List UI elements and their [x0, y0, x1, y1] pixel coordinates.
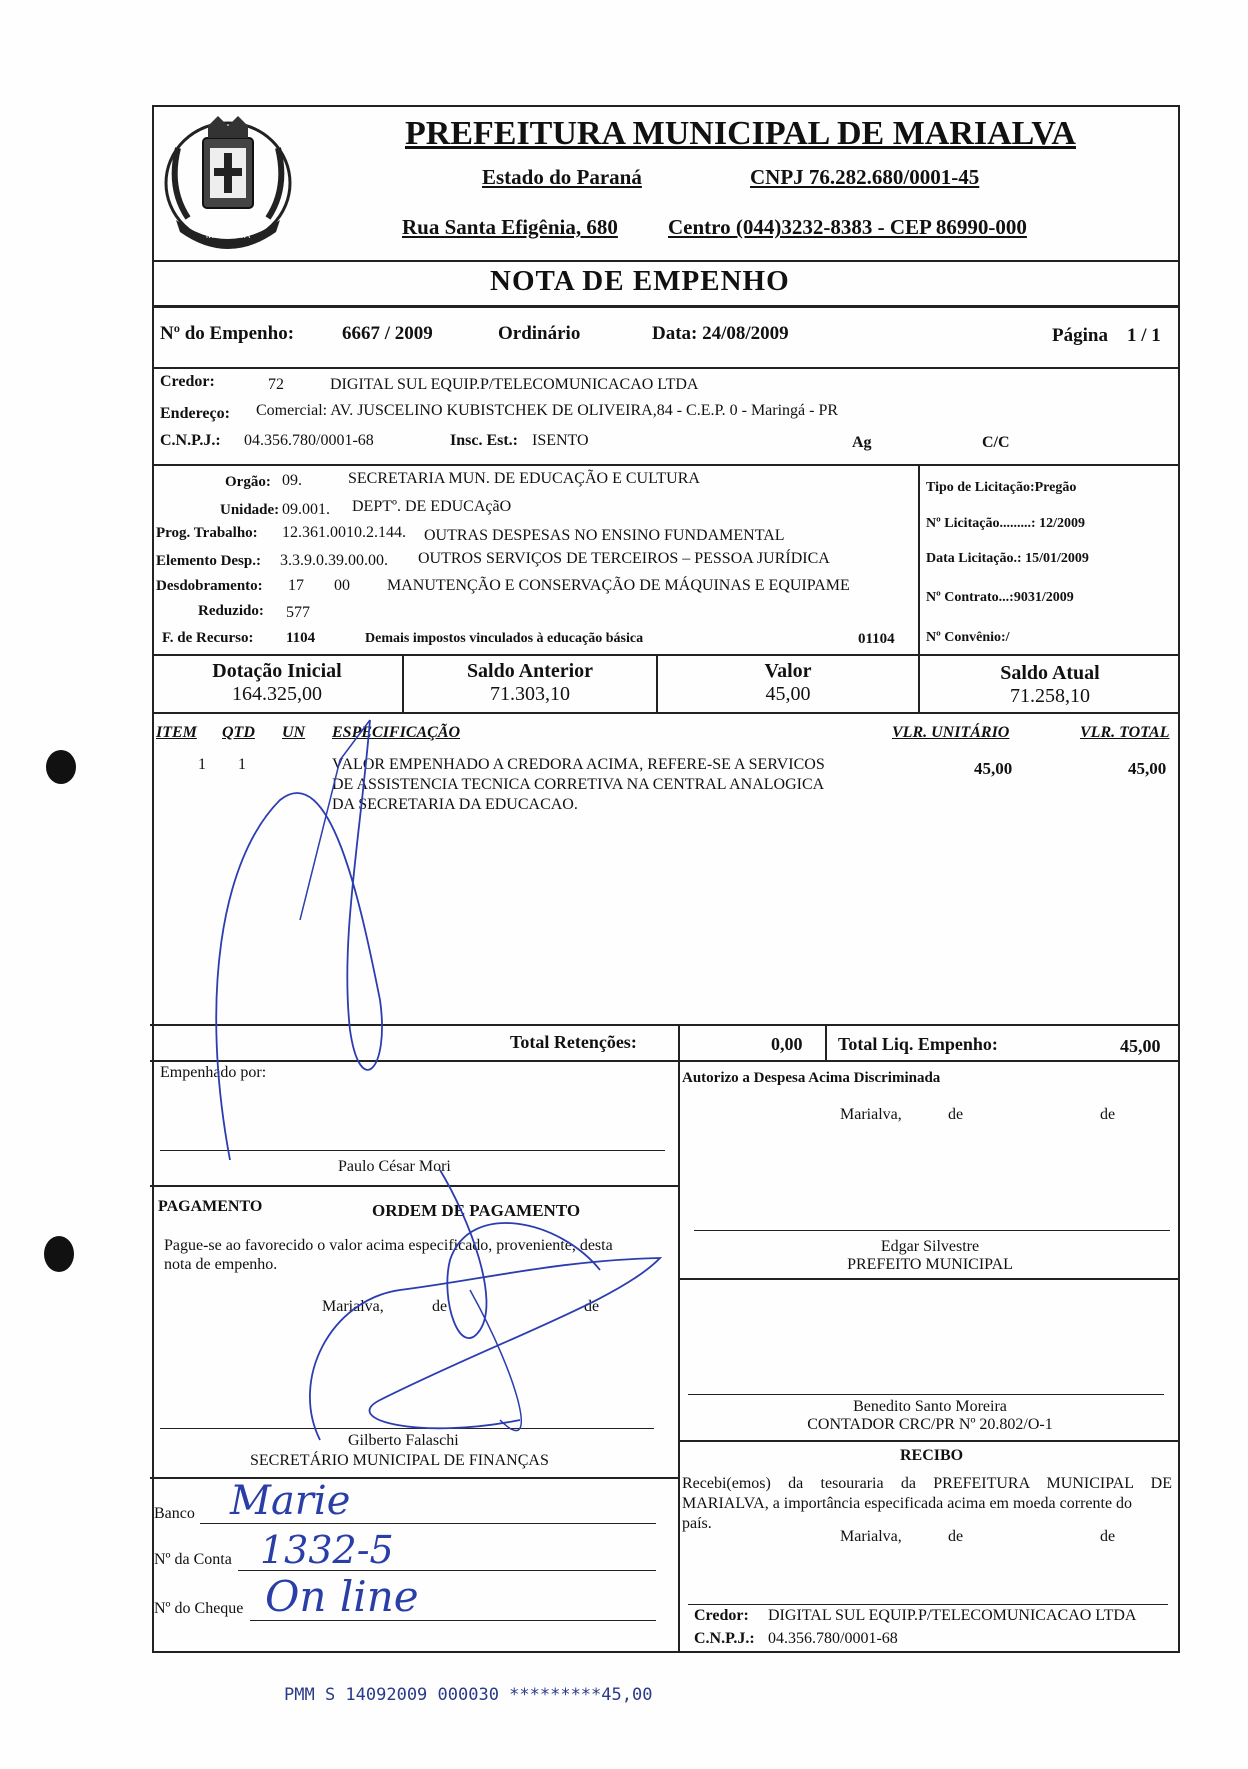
col-spec: ESPECIFICAÇÃO	[332, 724, 461, 741]
balance-dotacao-value: 164.325,00	[232, 683, 322, 705]
balance-anterior-value: 71.303,10	[490, 683, 570, 705]
desdob-name: MANUTENÇÃO E CONSERVAÇÃO DE MÁQUINAS E EQUIPAME	[387, 577, 850, 594]
row-total-value: 45,00	[1128, 759, 1167, 778]
recibo-label: RECIBO	[900, 1447, 964, 1464]
header-address: Rua Santa Efigênia, 680	[402, 215, 618, 239]
pagamento-de1: de	[432, 1298, 448, 1315]
orgao-label: Orgão:	[225, 474, 271, 490]
insc-label: Insc. Est.:	[450, 432, 519, 449]
balance-atual-value: 71.258,10	[1010, 685, 1090, 707]
col-unit: VLR. UNITÁRIO	[892, 724, 1010, 741]
autorizo-label: Autorizo a Despesa Acima Discriminada	[682, 1070, 941, 1086]
balance-anterior-label: Saldo Anterior	[466, 660, 594, 682]
pagamento-text-line1: Pague-se ao favorecido o valor acima especificado, proveniente, desta	[164, 1237, 613, 1254]
pagamento-signer-role: SECRETÁRIO MUNICIPAL DE FINANÇAS	[250, 1452, 549, 1469]
liq-label: Total Liq. Empenho:	[838, 1034, 998, 1054]
empenho-type: Ordinário	[498, 323, 581, 344]
reduzido-value: 577	[286, 604, 310, 621]
empenho-number: 6667 / 2009	[342, 323, 433, 344]
ordem-pagamento-label: ORDEM DE PAGAMENTO	[372, 1201, 581, 1220]
row-qtd: 1	[238, 756, 246, 773]
ag-label: Ag	[852, 434, 872, 451]
credor-cnpj: 04.356.780/0001-68	[244, 432, 374, 449]
recurso-name: Demais impostos vinculados à educação básica	[365, 631, 644, 646]
autorizo-city: Marialva,	[840, 1106, 902, 1123]
col-item: ITEM	[156, 724, 197, 741]
pagamento-label: PAGAMENTO	[158, 1198, 263, 1215]
autorizo-signer-name: Edgar Silvestre	[880, 1238, 980, 1255]
pagamento-de2: de	[584, 1298, 600, 1315]
unidade-code: 09.001.	[282, 501, 330, 518]
elemento-name: OUTROS SERVIÇOS DE TERCEIROS – PESSOA JURÍDICA	[418, 550, 830, 567]
contador-role: CONTADOR CRC/PR Nº 20.802/O-1	[807, 1416, 1053, 1433]
contador-name: Benedito Santo Moreira	[853, 1398, 1007, 1415]
header-state: Estado do Paraná	[482, 165, 642, 189]
conta-value: 1332-5	[260, 1528, 394, 1572]
cc-label: C/C	[982, 434, 1010, 451]
credor-name: DIGITAL SUL EQUIP.P/TELECOMUNICACAO LTDA	[330, 376, 699, 393]
page-number: 1 / 1	[1127, 325, 1161, 346]
pagamento-text-line2: nota de empenho.	[164, 1256, 278, 1273]
recibo-de1: de	[948, 1528, 964, 1545]
pagamento-city: Marialva,	[322, 1298, 384, 1315]
recibo-credor-name: DIGITAL SUL EQUIP.P/TELECOMUNICACAO LTDA	[768, 1607, 1137, 1624]
svg-text:MARIALVA: MARIALVA	[205, 230, 251, 240]
row-unit-value: 45,00	[974, 759, 1013, 778]
licitacao-tipo: Tipo de Licitação:Pregão	[926, 480, 1077, 495]
elemento-label: Elemento Desp.:	[156, 553, 261, 569]
page-label: Página	[1052, 325, 1108, 346]
licitacao-contrato: Nº Contrato...:9031/2009	[926, 590, 1074, 605]
orgao-code: 09.	[282, 472, 302, 489]
empenho-label: Nº do Empenho:	[160, 323, 295, 344]
balance-atual-label: Saldo Atual	[1000, 662, 1100, 684]
unidade-label: Unidade:	[220, 502, 280, 518]
prog-code: 12.361.0010.2.144.	[282, 524, 406, 541]
empenho-date: Data: 24/08/2009	[652, 323, 789, 344]
col-un: UN	[282, 724, 306, 741]
orgao-name: SECRETARIA MUN. DE EDUCAÇÃO E CULTURA	[348, 470, 700, 487]
recurso-label: F. de Recurso:	[162, 630, 254, 646]
credor-label: Credor:	[160, 373, 215, 390]
cnpj-label: C.N.P.J.:	[160, 432, 221, 449]
balance-valor-label: Valor	[764, 660, 812, 682]
row-spec-line3: DA SECRETARIA DA EDUCACAO.	[332, 796, 578, 813]
credor-code: 72	[268, 376, 284, 393]
recibo-text-line3: país.	[682, 1515, 712, 1532]
cheque-label: Nº do Cheque	[154, 1600, 244, 1617]
licitacao-data: Data Licitação.: 15/01/2009	[926, 551, 1089, 566]
recibo-city: Marialva,	[840, 1528, 902, 1545]
address-label: Endereço:	[160, 405, 230, 422]
autorizo-signer-role: PREFEITO MUNICIPAL	[847, 1256, 1013, 1273]
desdob-label: Desdobramento:	[156, 578, 263, 594]
col-total: VLR. TOTAL	[1080, 724, 1170, 741]
doc-title: NOTA DE EMPENHO	[490, 265, 790, 297]
desdob-a: 17	[288, 577, 304, 594]
empenhado-name: Paulo César Mori	[338, 1158, 451, 1175]
insc-value: ISENTO	[532, 432, 589, 449]
recibo-text-line2: MARIALVA, a importância especificada acima em moeda corrente do	[682, 1495, 1133, 1512]
prog-label: Prog. Trabalho:	[156, 525, 258, 541]
balance-valor-value: 45,00	[765, 683, 811, 705]
recibo-text-line1: Recebi(emos) da tesouraria da PREFEITURA MUNICIPAL DE	[682, 1475, 1172, 1492]
row-spec-line2: DE ASSISTENCIA TECNICA CORRETIVA NA CENTRAL ANALOGICA	[332, 776, 825, 793]
retencoes-label: Total Retenções:	[510, 1032, 637, 1052]
stamp-line: PMM S 14092009 000030 *********45,00	[284, 1685, 653, 1705]
elemento-code: 3.3.9.0.39.00.00.	[280, 552, 388, 569]
conta-label: Nº da Conta	[154, 1551, 232, 1568]
banco-value: Marie	[230, 1478, 351, 1524]
autorizo-de1: de	[948, 1106, 964, 1123]
licitacao-convenio: Nº Convênio:/	[926, 630, 1010, 645]
row-item: 1	[198, 756, 206, 773]
recibo-cnpj: 04.356.780/0001-68	[768, 1630, 898, 1647]
prog-name: OUTRAS DESPESAS NO ENSINO FUNDAMENTAL	[424, 527, 785, 544]
licitacao-numero: Nº Licitação.........: 12/2009	[926, 516, 1085, 531]
recibo-de2: de	[1100, 1528, 1116, 1545]
empenhado-label: Empenhado por:	[160, 1064, 267, 1081]
pagamento-signer-name: Gilberto Falaschi	[348, 1432, 459, 1449]
reduzido-label: Reduzido:	[198, 603, 264, 619]
balance-dotacao-label: Dotação Inicial	[212, 660, 342, 682]
recibo-cnpj-label: C.N.P.J.:	[694, 1630, 755, 1647]
desdob-b: 00	[334, 577, 350, 594]
retencoes-value: 0,00	[771, 1034, 803, 1054]
recurso-extra: 01104	[858, 631, 895, 647]
col-qtd: QTD	[222, 724, 255, 741]
liq-value: 45,00	[1120, 1036, 1161, 1056]
cheque-value: On line	[265, 1572, 419, 1621]
recurso-code: 1104	[286, 630, 316, 646]
header-contact: Centro (044)3232-8383 - CEP 86990-000	[668, 215, 1027, 239]
autorizo-de2: de	[1100, 1106, 1116, 1123]
recibo-credor-label: Credor:	[694, 1607, 749, 1624]
header-cnpj: CNPJ 76.282.680/0001-45	[750, 165, 980, 189]
banco-label: Banco	[154, 1505, 195, 1522]
row-spec-line1: VALOR EMPENHADO A CREDORA ACIMA, REFERE-SE A SERVICOS	[332, 756, 825, 773]
credor-address: Comercial: AV. JUSCELINO KUBISTCHEK DE OLIVEIRA,84 - C.E.P. 0 - Maringá - PR	[256, 402, 839, 419]
unidade-name: DEPTº. DE EDUCAçãO	[352, 498, 512, 515]
header-title: PREFEITURA MUNICIPAL DE MARIALVA	[405, 115, 1076, 152]
